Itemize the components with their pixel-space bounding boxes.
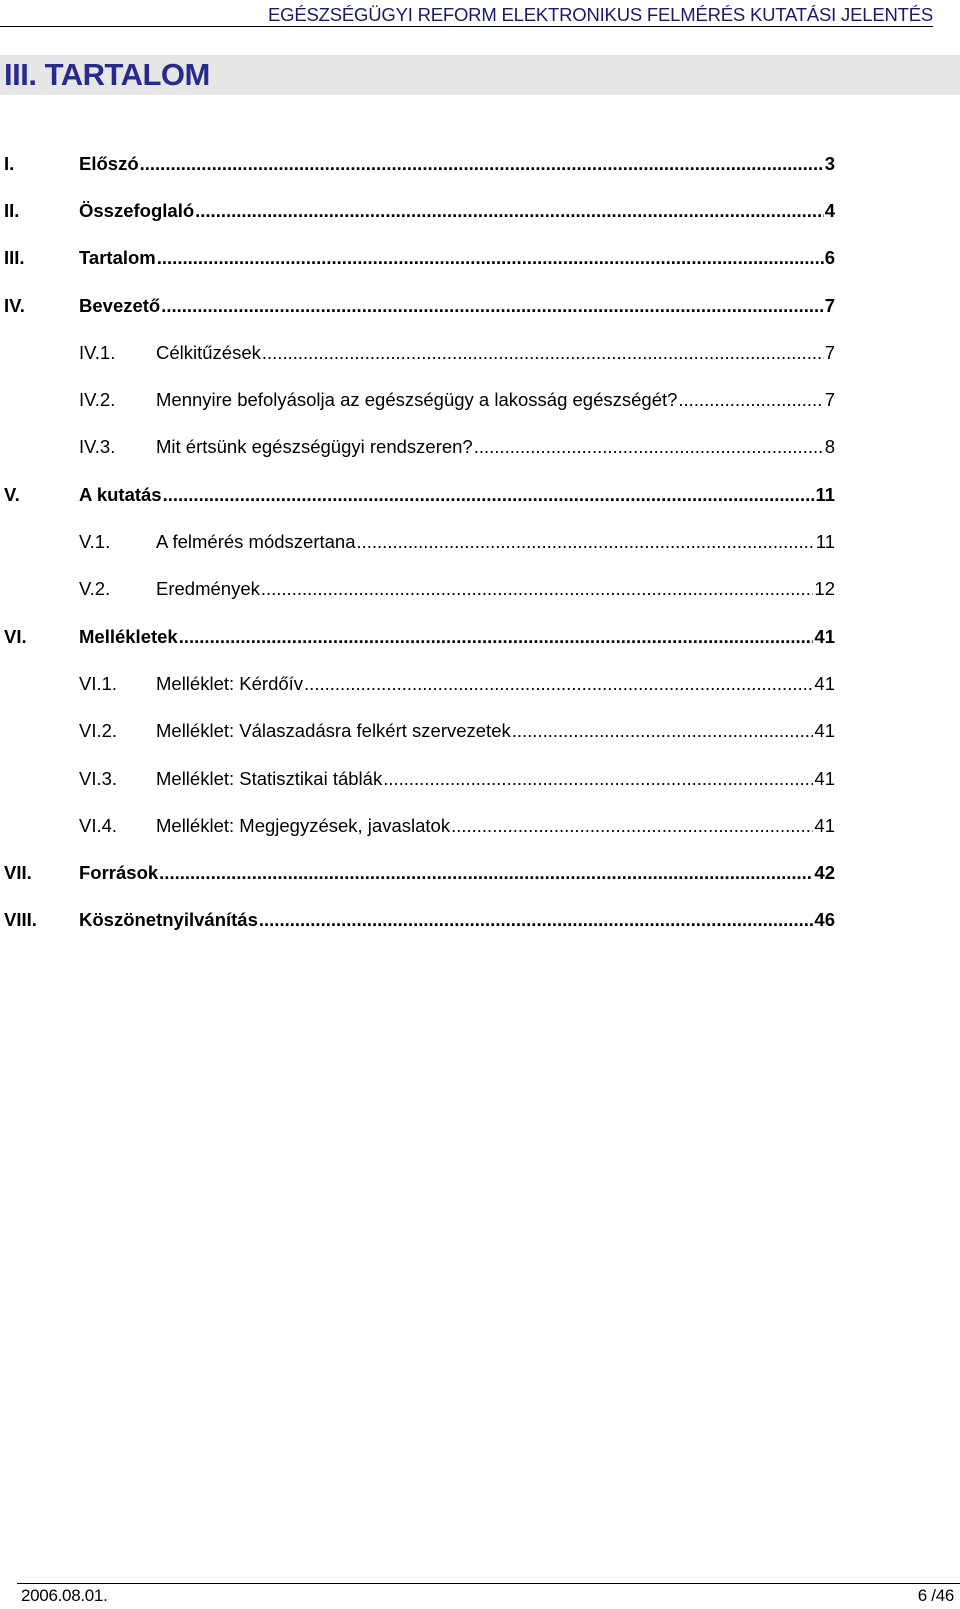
toc-entry[interactable] xyxy=(0,424,835,471)
toc-dot-leader xyxy=(161,295,823,317)
toc-entry-page-number: 7 xyxy=(824,389,835,411)
toc-entry[interactable] xyxy=(0,471,835,518)
toc-entry-number: VI.4. xyxy=(79,814,118,836)
toc-dot-leader xyxy=(140,153,824,175)
toc-dot-leader xyxy=(261,578,814,600)
toc-entry-page-number: 11 xyxy=(815,531,835,553)
toc-dot-leader xyxy=(259,909,814,931)
toc-entry-label: A felmérés módszertana xyxy=(156,531,356,553)
toc-entry[interactable] xyxy=(0,566,835,613)
toc-entry-page-number: 12 xyxy=(814,578,835,600)
toc-entry-label: Mit értsünk egészségügyi rendszeren? xyxy=(156,436,473,458)
toc-dot-leader xyxy=(356,531,814,553)
toc-entry-page-number: 7 xyxy=(824,294,835,316)
toc-dot-leader xyxy=(163,484,815,506)
toc-entry-number: V.2. xyxy=(79,578,111,600)
toc-entry[interactable] xyxy=(0,376,835,423)
toc-entry-number: VIII. xyxy=(4,909,37,931)
toc-entry-number: IV.1. xyxy=(79,341,116,363)
toc-entry-label: Összefoglaló xyxy=(79,199,195,221)
toc-entry-link[interactable] xyxy=(79,247,835,269)
toc-entry-link[interactable] xyxy=(156,673,835,695)
toc-entry-page-number: 41 xyxy=(814,672,835,694)
toc-entry-link[interactable] xyxy=(156,815,835,837)
toc-entry[interactable] xyxy=(0,140,835,187)
toc-entry-link[interactable] xyxy=(79,153,835,175)
toc-entry-link[interactable] xyxy=(79,862,835,884)
toc-dot-leader xyxy=(195,200,824,222)
toc-entry-label: Célkitűzések xyxy=(156,341,261,363)
toc-entry-label: Bevezető xyxy=(79,294,161,316)
section-title: III. TARTALOM xyxy=(4,57,210,92)
toc-entry-page-number: 4 xyxy=(824,199,835,221)
toc-dot-leader xyxy=(512,720,814,742)
toc-dot-leader xyxy=(262,342,824,364)
toc-entry-label: Köszönetnyilvánítás xyxy=(79,909,258,931)
toc-dot-leader xyxy=(451,815,813,837)
toc-entry-page-number: 6 xyxy=(824,247,835,269)
toc-entry-number: VI.2. xyxy=(79,720,118,742)
toc-entry-link[interactable] xyxy=(156,768,835,790)
toc-entry[interactable] xyxy=(0,329,835,376)
toc-entry-number: V. xyxy=(4,483,20,505)
toc-entry-link[interactable] xyxy=(156,720,835,742)
toc-entry-label: Előszó xyxy=(79,152,139,174)
toc-dot-leader xyxy=(157,247,824,269)
toc-entry-number: II. xyxy=(4,199,20,221)
toc-entry-link[interactable] xyxy=(156,389,835,411)
toc-entry[interactable] xyxy=(0,897,835,944)
toc-entry-number: VII. xyxy=(4,862,32,884)
toc-entry[interactable] xyxy=(0,802,835,849)
toc-entry-label: A kutatás xyxy=(79,483,162,505)
toc-entry-page-number: 41 xyxy=(814,814,835,836)
toc-entry-number: VI. xyxy=(4,625,27,647)
toc-entry[interactable] xyxy=(0,187,835,234)
toc-entry-page-number: 41 xyxy=(814,767,835,789)
toc-entry-link[interactable] xyxy=(79,626,835,648)
toc-dot-leader xyxy=(678,389,823,411)
section-title-bar xyxy=(0,55,960,95)
toc-entry-page-number: 41 xyxy=(814,720,835,742)
toc-dot-leader xyxy=(179,626,814,648)
toc-entry-label: Melléklet: Válaszadásra felkért szervezetek xyxy=(156,720,511,742)
toc-entry-link[interactable] xyxy=(156,578,835,600)
toc-entry[interactable] xyxy=(0,755,835,802)
table-of-contents xyxy=(0,140,835,944)
toc-entry-label: Melléklet: Kérdőív xyxy=(156,672,304,694)
toc-entry-page-number: 3 xyxy=(824,152,835,174)
toc-entry-link[interactable] xyxy=(156,342,835,364)
toc-entry-page-number: 46 xyxy=(814,909,835,931)
footer-page-number: 6 /46 xyxy=(917,1586,954,1605)
toc-entry-number: V.1. xyxy=(79,531,111,553)
toc-entry-number: III. xyxy=(4,247,25,269)
toc-entry-number: VI.3. xyxy=(79,767,118,789)
toc-entry-page-number: 7 xyxy=(824,341,835,363)
toc-entry-link[interactable] xyxy=(79,909,835,931)
toc-entry[interactable] xyxy=(0,518,835,565)
toc-entry[interactable] xyxy=(0,613,835,660)
toc-entry-link[interactable] xyxy=(79,295,835,317)
toc-entry-page-number: 41 xyxy=(814,625,835,647)
footer-rule xyxy=(17,1583,960,1584)
toc-entry-label: Melléklet: Statisztikai táblák xyxy=(156,767,383,789)
toc-entry[interactable] xyxy=(0,660,835,707)
toc-entry-link[interactable] xyxy=(156,531,835,553)
running-header: EGÉSZSÉGÜGYI REFORM ELEKTRONIKUS FELMÉRÉS KUTATÁSI JELENTÉS xyxy=(268,4,933,25)
toc-dot-leader xyxy=(159,862,813,884)
toc-entry-link[interactable] xyxy=(79,200,835,222)
toc-entry-label: Mellékletek xyxy=(79,625,178,647)
toc-entry-label: Eredmények xyxy=(156,578,260,600)
toc-dot-leader xyxy=(474,436,824,458)
toc-entry-link[interactable] xyxy=(156,436,835,458)
toc-entry-number: IV. xyxy=(4,294,25,316)
toc-entry-page-number: 42 xyxy=(814,862,835,884)
toc-entry[interactable] xyxy=(0,708,835,755)
footer-date: 2006.08.01. xyxy=(21,1586,108,1605)
toc-entry[interactable] xyxy=(0,282,835,329)
toc-dot-leader xyxy=(383,768,813,790)
header-rule xyxy=(0,26,933,27)
toc-entry-link[interactable] xyxy=(79,484,835,506)
toc-entry[interactable] xyxy=(0,235,835,282)
toc-entry-label: Tartalom xyxy=(79,247,156,269)
toc-entry-number: IV.3. xyxy=(79,436,116,458)
toc-entry-number: I. xyxy=(4,152,15,174)
toc-entry-number: IV.2. xyxy=(79,389,116,411)
toc-entry-number: VI.1. xyxy=(79,672,118,694)
toc-entry-label: Mennyire befolyásolja az egészségügy a lakosság egészségét? xyxy=(156,389,678,411)
toc-entry[interactable] xyxy=(0,849,835,896)
toc-entry-label: Források xyxy=(79,862,159,884)
toc-entry-page-number: 8 xyxy=(824,436,835,458)
toc-dot-leader xyxy=(304,673,813,695)
toc-entry-label: Melléklet: Megjegyzések, javaslatok xyxy=(156,814,451,836)
toc-entry-page-number: 11 xyxy=(815,483,835,505)
